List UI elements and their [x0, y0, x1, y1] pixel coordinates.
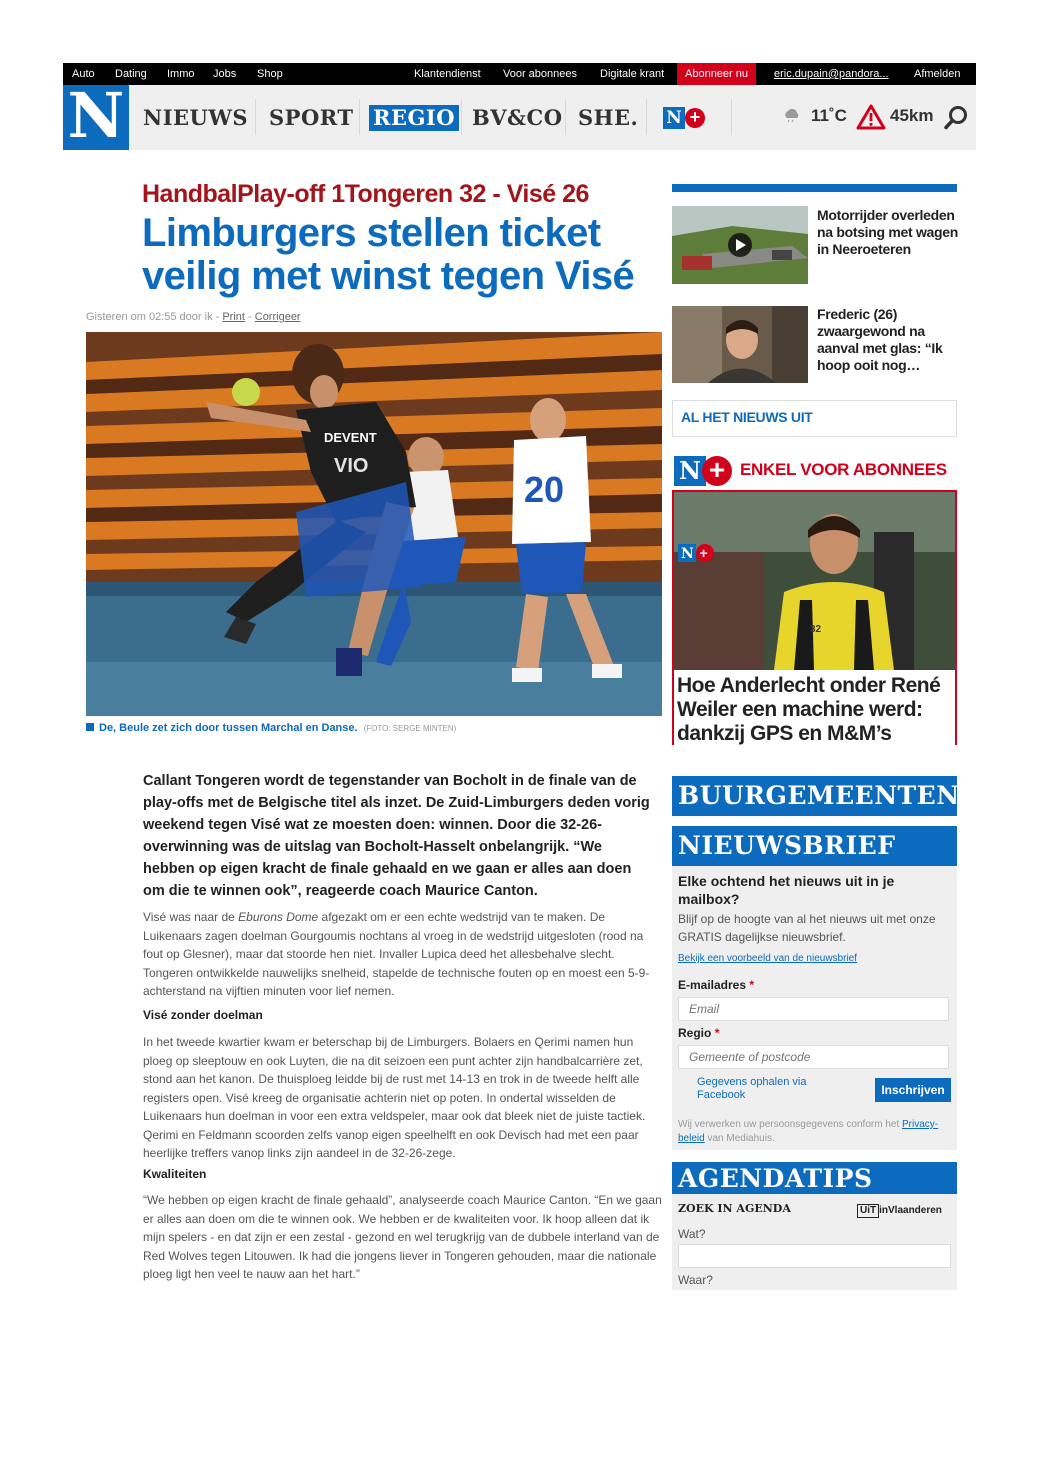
topbar-link-immo[interactable]: Immo	[167, 68, 195, 80]
email-label	[678, 978, 754, 992]
weather-temperature[interactable]: 11˚C	[811, 106, 847, 125]
privacy-text-start: Wij verwerken uw persoonsgegevens conform het	[678, 1119, 902, 1130]
photo-caption	[86, 722, 456, 734]
neighbours-title: BUURGEMEENTEN	[678, 781, 960, 810]
uit-logo-box: UiT	[857, 1204, 879, 1218]
privacy-notice	[678, 1118, 953, 1146]
site-logo[interactable]	[63, 79, 129, 152]
main-navigation	[63, 79, 976, 152]
paragraph-1-start: Visé was naar de	[143, 910, 239, 924]
sidebar-top-rule	[672, 184, 957, 192]
newsletter-example-link[interactable]: Bekijk een voorbeeld van de nieuwsbrief	[678, 953, 857, 964]
agenda-search-label: ZOEK IN AGENDA	[678, 1202, 791, 1215]
site-logo-letter: N	[67, 79, 125, 152]
article-subhead-2: Kwaliteiten	[143, 1167, 207, 1181]
newsletter-header	[672, 826, 957, 866]
teaser-2-image[interactable]	[672, 306, 808, 383]
premium-article-card[interactable]	[672, 490, 957, 745]
newsletter-form	[672, 866, 957, 1150]
article-meta	[86, 311, 301, 323]
agenda-header	[672, 1162, 957, 1194]
nav-divider	[565, 99, 566, 135]
email-label-text: E-mailadres	[678, 978, 747, 992]
top-utility-bar	[63, 63, 976, 85]
topbar-link-jobs[interactable]: Jobs	[213, 68, 237, 80]
uit-logo-text: inVlaanderen	[879, 1205, 942, 1216]
premium-badge-plus-icon: +	[699, 545, 708, 561]
article-intro: Callant Tongeren wordt de tegenstander van Bocholt in de finale van de play-offs met de Belgische titel als inzet. De Zuid-Limburgers deden vorig weekend tegen Visé wat ze moesten doen: winnen. Door die 32-26-overwinning was de uitslag van Bocholt-Hasselt onbelangrijk. “We hebben op eigen kracht de finale gehaald en we gaan er alles aan doen om die te winnen ook”, reageerde coach Maurice Canton.	[143, 773, 650, 899]
search-icon[interactable]	[943, 105, 969, 131]
privacy-text-end: van Mediahuis.	[704, 1133, 775, 1144]
nav-divider	[731, 99, 732, 135]
article-subhead-1: Visé zonder doelman	[143, 1008, 263, 1022]
newsletter-description: Blijf op de hoogte van al het nieuws uit met onze GRATIS dagelijkse nieuwsbrief.	[678, 912, 936, 944]
article-headline: Limburgers stellen ticket veilig met winst tegen Visé	[142, 211, 635, 298]
subscribers-only-label: ENKEL VOOR ABONNEES	[740, 460, 947, 479]
svg-text:DEVENT: DEVENT	[324, 430, 377, 445]
newsletter-subscribe-button[interactable]: Inschrijven	[875, 1078, 951, 1102]
agenda-what-input[interactable]	[678, 1244, 951, 1268]
nplus-plus-icon: +	[685, 108, 705, 128]
newsletter-title: NIEUWSBRIEF	[678, 831, 896, 860]
nav-divider	[646, 99, 647, 135]
topbar-link-dating[interactable]: Dating	[115, 68, 147, 80]
nav-item-regio[interactable]: REGIO	[369, 105, 459, 131]
topbar-link-digital-paper[interactable]: Digitale krant	[600, 68, 665, 80]
caption-text: De, Beule zet zich door tussen Marchal en Danse.	[99, 722, 358, 734]
nav-item-she[interactable]: SHE.	[578, 105, 639, 130]
newsletter-question: Elke ochtend het nieuws uit in je mailbox?	[678, 873, 895, 907]
topbar-link-customer-service[interactable]: Klantendienst	[414, 68, 481, 80]
paragraph-1-rest: afgezakt om er een echte wedstrijd van te maken. De Luikenaars zagen doelman Gourgoumis nochtans al vroeg in de wedstrijd uitgesloten (rood na fout op Glesner), maar dat stoorde hen niet. Invaller Lupica deed het allesbehalve slecht. Tongeren ontwikkelde nauwelijks snelheid, stapelde de technische fouten op en moest een 5-9-achterstand na vijftien minuten voor lief nemen.	[143, 910, 650, 998]
uit-logo	[857, 1200, 942, 1214]
premium-article-image	[674, 492, 955, 670]
nav-item-bvco[interactable]: BV&CO	[472, 105, 563, 130]
agenda-where-label: Waar?	[678, 1273, 713, 1287]
all-news-label: AL HET NIEUWS UIT	[681, 409, 813, 425]
warning-triangle-icon[interactable]	[856, 104, 886, 130]
agenda-what-label: Wat?	[678, 1227, 706, 1241]
nav-divider	[359, 99, 360, 135]
agenda-search-form	[672, 1194, 957, 1290]
article-photo[interactable]	[86, 332, 662, 716]
print-link[interactable]: Print	[222, 311, 245, 323]
teaser-2-title[interactable]: Frederic (26) zwaargewond na aanval met glas: “Ik hoop ooit nog…	[817, 306, 943, 373]
premium-article-title[interactable]: Hoe Anderlecht onder René Weiler een machine werd: dankzij GPS en M&M’s	[677, 674, 941, 745]
required-marker: *	[749, 978, 755, 992]
subscribe-button[interactable]: Abonneer nu	[677, 63, 756, 85]
email-input[interactable]	[678, 997, 949, 1021]
region-label-text: Regio	[678, 1026, 712, 1040]
required-marker: *	[714, 1026, 720, 1040]
region-label	[678, 1026, 719, 1040]
nav-item-nieuws[interactable]: NIEUWS	[143, 105, 249, 130]
nplus-logo-plus-icon: +	[702, 456, 732, 486]
nav-divider	[255, 99, 256, 135]
caption-square-icon	[86, 723, 94, 731]
publish-info: Gisteren om 02:55 door ik -	[86, 311, 223, 323]
nplus-nav-logo[interactable]	[663, 107, 709, 129]
venue-name: Eburons Dome	[238, 910, 319, 924]
jersey-number: 32	[810, 624, 822, 635]
all-news-link[interactable]	[672, 400, 957, 437]
nplus-n: N	[663, 107, 685, 129]
facebook-fetch-link[interactable]: Gegevens ophalen via Facebook	[697, 1076, 807, 1101]
article-paragraph-2: In het tweede kwartier kwam er beterschap bij de Limburgers. Bolaers en Qerimi namen hun ploeg op sleeptouw en ook Luyten, die na dit seizoen een punt achter zijn handbalcarrière zet, stond aan het kanon. De thuisploeg leidde bij de rust met 14-13 en trok in de tweede helft alle registers open. Visé kreeg de organisatie achterin niet op poten. In ondertal wisselden de Luikenaars hun doelman in voor een extra veldspeler, maar ook dat bleek niet de juiste tactiek. Qerimi en Feldmann scoorden zelfs vanop eigen speelhelft en ook Devisch had met een paar heerlijke treffers vanop links zijn aandeel in de 32-26-zege.	[143, 1035, 646, 1160]
teaser-1-title[interactable]: Motorrijder overleden na botsing met wagen in Neeroeteren	[817, 207, 959, 257]
nav-divider	[461, 99, 462, 135]
premium-badge-n: N	[681, 546, 694, 562]
nplus-logo-n: N	[674, 456, 706, 486]
cloud-rain-icon[interactable]	[783, 109, 801, 123]
article-paragraph-3: “We hebben op eigen kracht de finale gehaald”, analyseerde coach Maurice Canton. “En we gaan er alles aan doen om die te winnen ook. We hebben er de kwaliteiten voor. Ik hoop alleen dat ik mijn spelers - en dat zijn er een zestal - gezond en wel terugkrijg van de dubbele interland van de Red Wolves tegen Litouwen. Ik had die jongens liever in Tongeren gehouden, maar die nationale ploeg ligt hen veel te nauw aan het hart.”	[143, 1193, 662, 1281]
correct-link[interactable]: Corrigeer	[254, 311, 301, 323]
nav-item-sport[interactable]: SPORT	[269, 105, 354, 130]
article-kicker: HandbalPlay-off 1Tongeren 32 - Visé 26	[142, 180, 589, 208]
topbar-link-auto[interactable]: Auto	[72, 68, 95, 80]
photo-credit: (FOTO: SERGE MINTEN)	[363, 724, 457, 733]
agenda-title: AGENDATIPS	[678, 1164, 873, 1193]
svg-text:VIO: VIO	[334, 455, 369, 477]
privacy-policy-link[interactable]: Privacy-beleid	[678, 1119, 939, 1144]
topbar-link-for-subscribers[interactable]: Voor abonnees	[503, 68, 578, 80]
traffic-distance[interactable]: 45km	[890, 106, 934, 125]
topbar-link-shop[interactable]: Shop	[257, 68, 283, 80]
neighbours-box[interactable]	[672, 776, 960, 816]
meta-separator: -	[244, 311, 255, 323]
region-input[interactable]	[678, 1045, 949, 1069]
user-account-link[interactable]: eric.dupain@pandora...	[774, 68, 889, 80]
svg-text:20: 20	[524, 469, 565, 510]
logout-link[interactable]: Afmelden	[914, 68, 961, 80]
article-paragraph-1	[143, 908, 663, 1001]
teaser-1-image[interactable]	[672, 206, 808, 284]
subscribers-header	[672, 455, 957, 487]
